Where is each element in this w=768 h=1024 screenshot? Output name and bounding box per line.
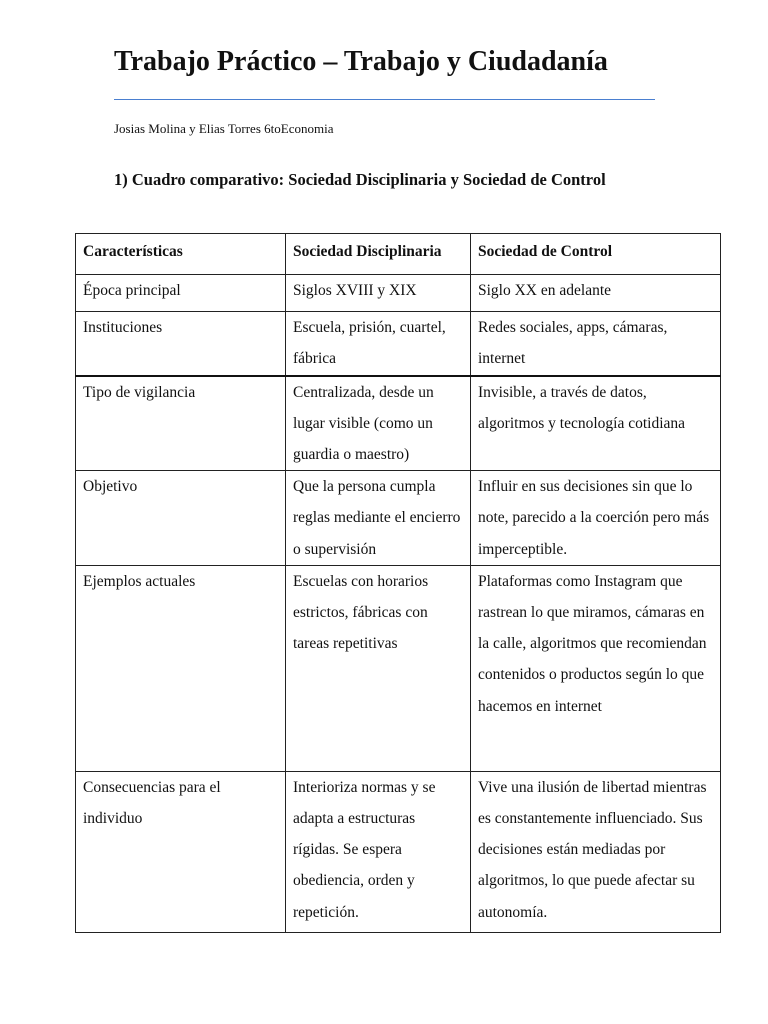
header-caracteristicas: Características [76,234,286,275]
table-cell: Vive una ilusión de libertad mientras es constantemente influenciado. Sus decisiones están mediadas por algoritmos, lo que puede afectar su autonomía. [471,771,721,932]
table-row [76,275,721,312]
table-cell: Época principal [76,275,286,312]
table-row [76,565,721,771]
section-heading: 1) Cuadro comparativo: Sociedad Disciplinaria y Sociedad de Control [114,170,606,189]
authors-line: Josias Molina y Elias Torres 6toEconomia [114,121,334,136]
table-cell: Objetivo [76,471,286,566]
table-cell: Invisible, a través de datos, algoritmos y tecnología cotidiana [471,376,721,471]
table-cell: Instituciones [76,312,286,376]
table-row [76,471,721,566]
table-cell: Consecuencias para el individuo [76,771,286,932]
table-cell: Interioriza normas y se adapta a estructuras rígidas. Se espera obediencia, orden y repetición. [286,771,471,932]
table-row [76,771,721,932]
table-cell: Redes sociales, apps, cámaras, internet [471,312,721,376]
table-row [76,312,721,376]
table-row [76,376,721,471]
header-sociedad-de-control: Sociedad de Control [471,234,721,275]
header-sociedad-disciplinaria: Sociedad Disciplinaria [286,234,471,275]
table-header-row [76,234,721,275]
comparison-table [75,233,721,933]
table-cell: Tipo de vigilancia [76,376,286,471]
table-cell: Escuelas con horarios estrictos, fábricas con tareas repetitivas [286,565,471,771]
table-cell: Centralizada, desde un lugar visible (como un guardia o maestro) [286,376,471,471]
table-cell: Escuela, prisión, cuartel, fábrica [286,312,471,376]
table-cell: Que la persona cumpla reglas mediante el encierro o supervisión [286,471,471,566]
table-cell: Siglos XVIII y XIX [286,275,471,312]
table-cell: Plataformas como Instagram que rastrean lo que miramos, cámaras en la calle, algoritmos que recomiendan contenidos o productos según lo que hacemos en internet [471,565,721,771]
table-cell: Influir en sus decisiones sin que lo note, parecido a la coerción pero más imperceptible. [471,471,721,566]
table-cell: Siglo XX en adelante [471,275,721,312]
title-divider [114,99,655,100]
page-title: Trabajo Práctico – Trabajo y Ciudadanía [114,46,608,77]
table-cell: Ejemplos actuales [76,565,286,771]
